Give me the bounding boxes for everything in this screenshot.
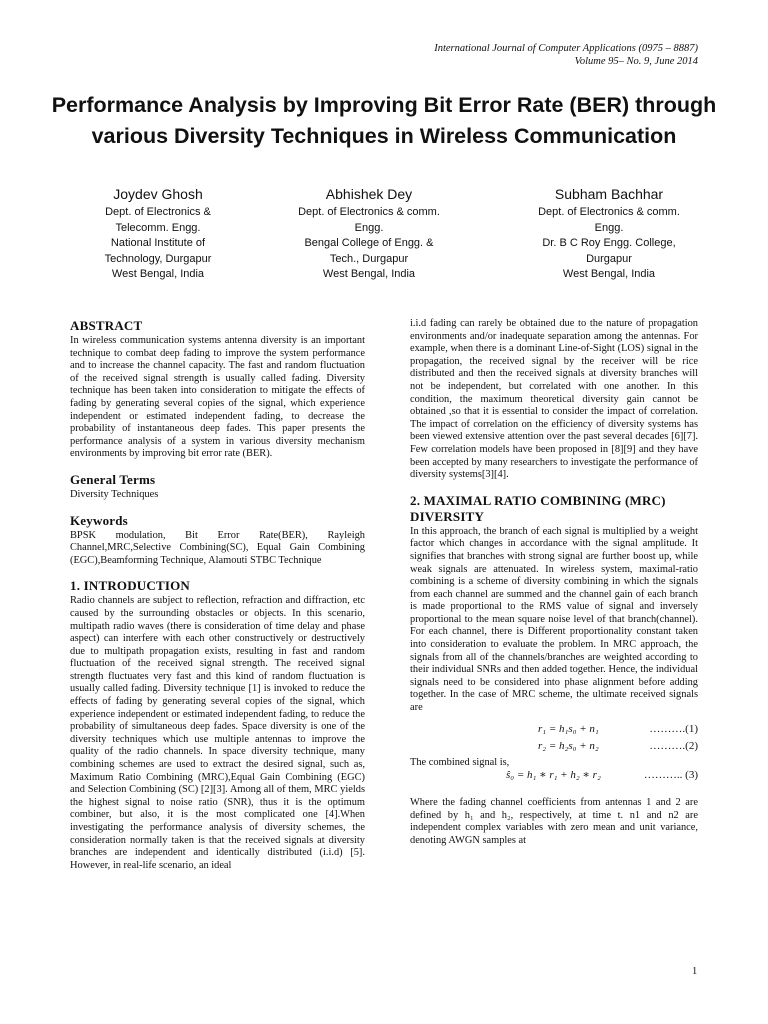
author-affiliation-line: Dept. of Electronics & comm. bbox=[538, 206, 680, 218]
introduction-text: Radio channels are subject to reflection, refraction and diffraction, etc caused by the surrounding obstacles or objects. In this scenario, multipath radio waves (there is consideration of time delay and phase aspect) can interfere with each other constructively or destructively due to multipath propagation exists, resulting in fast and random fluctuation of the received signal strength. The received signal strength fluctuates very fast and this kind of random fluctuation is usually called fading. Diversity technique [1] is invoked to reduce the effects of fading by generating several copies of the signal, which experience independent or estimated independent fading, to reduce the probability of simultaneous deep fades. Space diversity is one of the diversity techniques which use multiple antennas to improve the quality of the radio channels. In space diversity technique, many combining schemes are used to extract the desired signal, such as, Maximum Ratio Combining (MRC),Equal Gain Combining (EGC) and Selection Combining (SC) [2][3]. Among all of them, MRC yields the highest signal to noise ratio (SNR), thus it is the optimum combiner, but also, it is the most complicated one [4].When investigating the performance analysis of diversity schemes, the consideration normally taken is that the received signals at diversity branches are independent and identically distributed (i.i.d) [5]. However, in real-life scenario, an ideal bbox=[70, 595, 365, 871]
author-affiliation-line: Telecomm. Engg. bbox=[115, 221, 201, 234]
equation-number: ……….(1) bbox=[649, 722, 698, 735]
author-affiliation-line: Engg. bbox=[354, 221, 384, 234]
journal-name: International Journal of Computer Applications (0975 – 8887) bbox=[434, 43, 698, 54]
abstract-heading: ABSTRACT bbox=[70, 318, 143, 333]
equation-expression: ŝ₀ = h₁ ∗ r₁ + h₂ ∗ r₂ bbox=[506, 769, 601, 782]
equation-number: ……….. (3) bbox=[643, 769, 698, 782]
journal-header bbox=[434, 42, 698, 68]
equation-2 bbox=[410, 740, 698, 757]
mrc-after-text: Where the fading channel coefficients from antennas 1 and 2 are defined by h₁ and h₂, respectively, at time t. n1 and n2 are independent complex variables with zero mean and unit variance, denoting AWGN samples at bbox=[410, 797, 698, 846]
mrc-heading-line: 2. MAXIMAL RATIO COMBINING (MRC) bbox=[410, 492, 666, 508]
author-affiliation-line: Technology, Durgapur bbox=[104, 252, 212, 265]
author-affiliation-line: Dept. of Electronics & comm. bbox=[298, 206, 440, 218]
author-block bbox=[514, 186, 704, 283]
page-number: 1 bbox=[692, 966, 698, 977]
mrc-text: In this approach, the branch of each signal is multiplied by a weight factor which changes in accordance with the signal amplitude. It signifies that branches with strong signal are further boost up, while weak signals are attenuated. In wireless system, maximal-ratio combining is a scheme of diversity combining in which the signals from each channel are summed and the channel gain of each branch is made proportional to the RMS value of signal and inversely proportional to the mean square noise level of that branch(channel). For each channel, there is Different proportionality constant taken into consideration to evaluate the problem. In MRC approach, the signals from all of the channels/branches are weighted according to their individual SNRs and then added together. Hence, the individual signals need to be considered into phase alignment before adding together. In the case of MRC scheme, the ultimate received signals are bbox=[410, 525, 698, 714]
author-affiliation-line: Bengal College of Engg. & bbox=[304, 237, 434, 249]
equation-number: ……….(2) bbox=[649, 739, 698, 752]
keywords-text: BPSK modulation, Bit Error Rate(BER), Rayleigh Channel,MRC,Selective Combining(SC), Equal Gain Combining (EGC),Beamforming Technique, Alamouti STBC Technique bbox=[70, 529, 365, 566]
author-affiliation-line: Tech., Durgapur bbox=[329, 252, 409, 265]
keywords-heading: Keywords bbox=[70, 512, 128, 528]
left-column bbox=[70, 318, 365, 872]
author-affiliation-line: National Institute of bbox=[110, 237, 206, 249]
author-affiliation-line: Durgapur bbox=[586, 252, 632, 265]
abstract-text: In wireless communication systems antenna diversity is an important technique to combat deep fading to improve the system performance and to increase the channel capacity. The fast and random fluctuation of the received signal strength is usually called fading. Diversity technique has been taken into consideration to mitigate the effects of fading by generating several copies of the signal, which experience independent or estimated independent fading, to decrease the probability of instantaneous deep fades. This paper presents the performance analysis of a system in various diversity mechanism environments by improving bit error rate (BER). bbox=[70, 335, 365, 460]
author-block bbox=[63, 186, 253, 283]
author-name: Subham Bachhar bbox=[554, 186, 664, 202]
right-column bbox=[410, 318, 698, 848]
author-name: Abhishek Dey bbox=[325, 186, 413, 202]
equation-expression: r₂ = h₂s₀ + n₂ bbox=[538, 739, 599, 752]
general-terms-heading: General Terms bbox=[70, 471, 156, 487]
author-affiliation-line: West Bengal, India bbox=[111, 268, 205, 280]
author-affiliation-line: Dr. B C Roy Engg. College, bbox=[542, 237, 676, 249]
introduction-heading: 1. INTRODUCTION bbox=[70, 578, 191, 594]
combined-signal-label: The combined signal is, bbox=[410, 756, 510, 768]
introduction-continued-text: i.i.d fading can rarely be obtained due to the nature of propagation environments and/or inadequate separation among the antennas. For example, when there is a dominant Line-of-Sight (LOS) signal in the propagation, the received signal by the receiver will be rice distributed and then the received signals at diversity branches will not be independent, but correlated with one another. In this condition, the maximum theoretical diversity gain cannot be obtained ,so that it is essential to consider the impact of correlation. The impact of correlation on the efficiency of diversity systems has been viewed extensive attention over the past several decades [6][7]. Few correlation models have been proposed in [8][9] and they have been accepted by many researchers to investigate the performance of diversity systems[3][4]. bbox=[410, 318, 698, 481]
author-block bbox=[274, 186, 464, 283]
author-affiliation-line: West Bengal, India bbox=[562, 268, 656, 280]
equation-1 bbox=[410, 723, 698, 740]
equation-expression: r₁ = h₁s₀ + n₁ bbox=[538, 722, 599, 735]
author-affiliation-line: Dept. of Electronics & bbox=[105, 206, 211, 218]
general-terms-text: Diversity Techniques bbox=[70, 488, 159, 500]
mrc-heading bbox=[410, 493, 698, 525]
paper-title: Performance Analysis by Improving Bit Error Rate (BER) through various Diversity Techniques in Wireless Communication bbox=[51, 93, 717, 148]
journal-volume: Volume 95– No. 9, June 2014 bbox=[574, 56, 698, 67]
mrc-heading-line: DIVERSITY bbox=[410, 508, 485, 524]
equation-3 bbox=[410, 769, 698, 786]
author-affiliation-line: Engg. bbox=[594, 221, 624, 234]
author-name: Joydev Ghosh bbox=[113, 186, 203, 202]
author-affiliation-line: West Bengal, India bbox=[322, 268, 416, 280]
